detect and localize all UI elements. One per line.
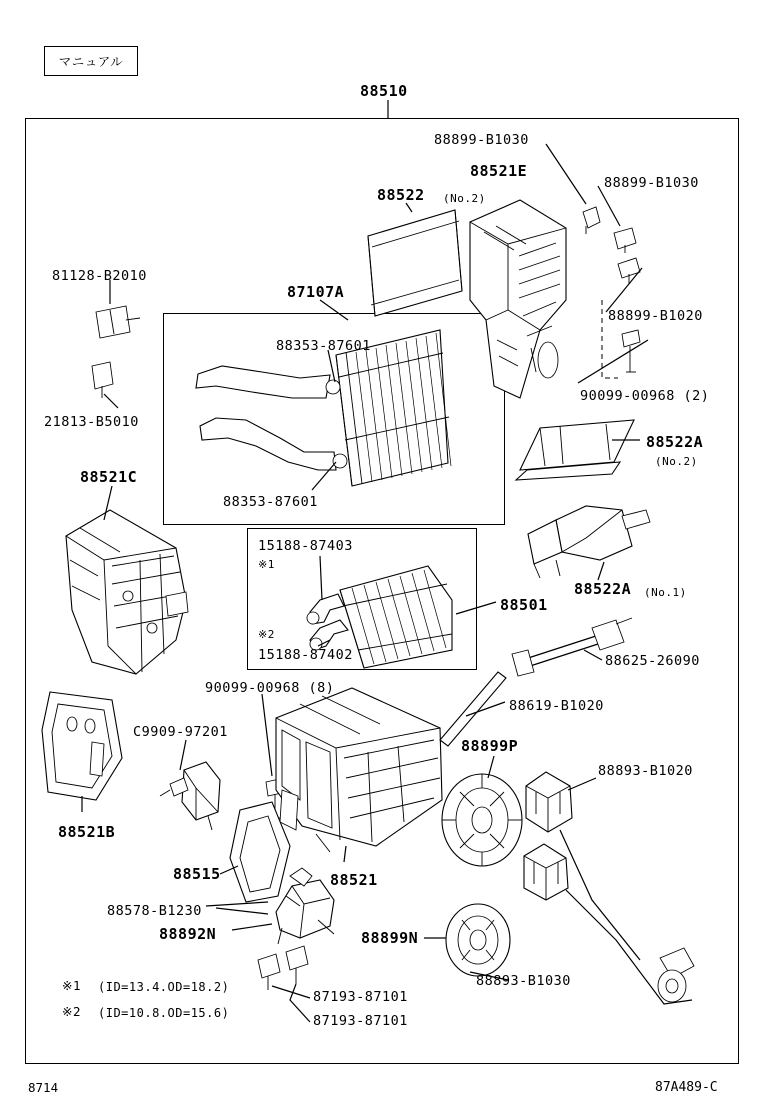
label-87193-87101-b: 87193-87101 [313,1013,408,1029]
label-88515: 88515 [173,865,221,883]
part-C9909-97201-expansion-valve [160,762,220,830]
label-21813-B5010: 21813-B5010 [44,414,139,430]
part-88522A-no1 [528,506,650,578]
footer-right: 87A489-C [655,1080,718,1095]
part-88899-B1020-clip [618,258,640,284]
label-90099-00968-2: 90099-00968 (2) [580,388,710,404]
note-2-text: (ID=10.8.OD=15.6) [98,1006,230,1020]
part-88521-main-case [276,688,442,852]
part-21813-B5010 [92,362,113,398]
label-88893-B1020: 88893-B1020 [598,763,693,779]
label-88522A-no2-sub: (No.2) [655,455,698,468]
label-88899-B1030-a: 88899-B1030 [434,132,529,148]
label-88892N: 88892N [159,925,217,943]
label-88893-B1030: 88893-B1030 [476,973,571,989]
label-88899-B1020: 88899-B1020 [608,308,703,324]
label-15188-87403: 15188-87403 [258,538,353,554]
label-mark-2-a: ※2 [258,628,275,641]
part-87193-87101-a [258,954,280,990]
footer-left: 8714 [28,1080,59,1095]
label-88521: 88521 [330,871,378,889]
note-1-mark: ※1 [62,978,81,993]
label-88510: 88510 [360,82,408,100]
note-2-mark: ※2 [62,1004,81,1019]
label-88522A-no2: 88522A [646,433,704,451]
label-88521B: 88521B [58,823,116,841]
manual-tag-label: マニュアル [58,54,124,69]
label-87107A: 87107A [287,283,345,301]
part-88899P-blower-fan [442,774,522,866]
label-88899P: 88899P [461,737,519,755]
note-1-text: (ID=13.4.OD=18.2) [98,980,230,994]
label-88522-no2: (No.2) [443,192,486,205]
label-88353-87601-b: 88353-87601 [223,494,318,510]
label-88899-B1030-b: 88899-B1030 [604,175,699,191]
part-88899-B1030-clip-a [583,207,600,234]
label-88522A-no1: 88522A [574,580,632,598]
label-90099-00968-8: 90099-00968 (8) [205,680,335,696]
label-15188-87402: 15188-87402 [258,647,353,663]
label-88521E: 88521E [470,162,528,180]
part-88892N-motor [276,868,334,944]
part-88619-B1020-rod [440,672,506,746]
part-88522A-no2 [516,420,634,480]
part-88522-duct [368,210,462,316]
label-88522: 88522 [377,186,425,204]
part-88521C-case [66,510,188,674]
label-88501: 88501 [500,596,548,614]
label-81128-B2010: 81128-B2010 [52,268,147,284]
label-88619-B1020: 88619-B1020 [509,698,604,714]
label-88522A-no1-sub: (No.1) [644,586,687,599]
part-88521E-case [470,200,566,398]
label-88521C: 88521C [80,468,138,486]
part-88899N-fan [446,904,510,976]
label-C9909-97201: C9909-97201 [133,724,228,740]
label-88353-87601-a: 88353-87601 [276,338,371,354]
label-88578-B1230: 88578-B1230 [107,903,202,919]
part-87193-87101-b [286,946,308,984]
label-88899N: 88899N [361,929,419,947]
label-mark-1-a: ※1 [258,558,275,571]
label-88625-26090: 88625-26090 [605,653,700,669]
part-88521B-cover [42,692,122,800]
part-88899-B1030-clip-b [614,228,636,253]
label-87193-87101-a: 87193-87101 [313,989,408,1005]
part-81128-B2010 [96,306,140,338]
